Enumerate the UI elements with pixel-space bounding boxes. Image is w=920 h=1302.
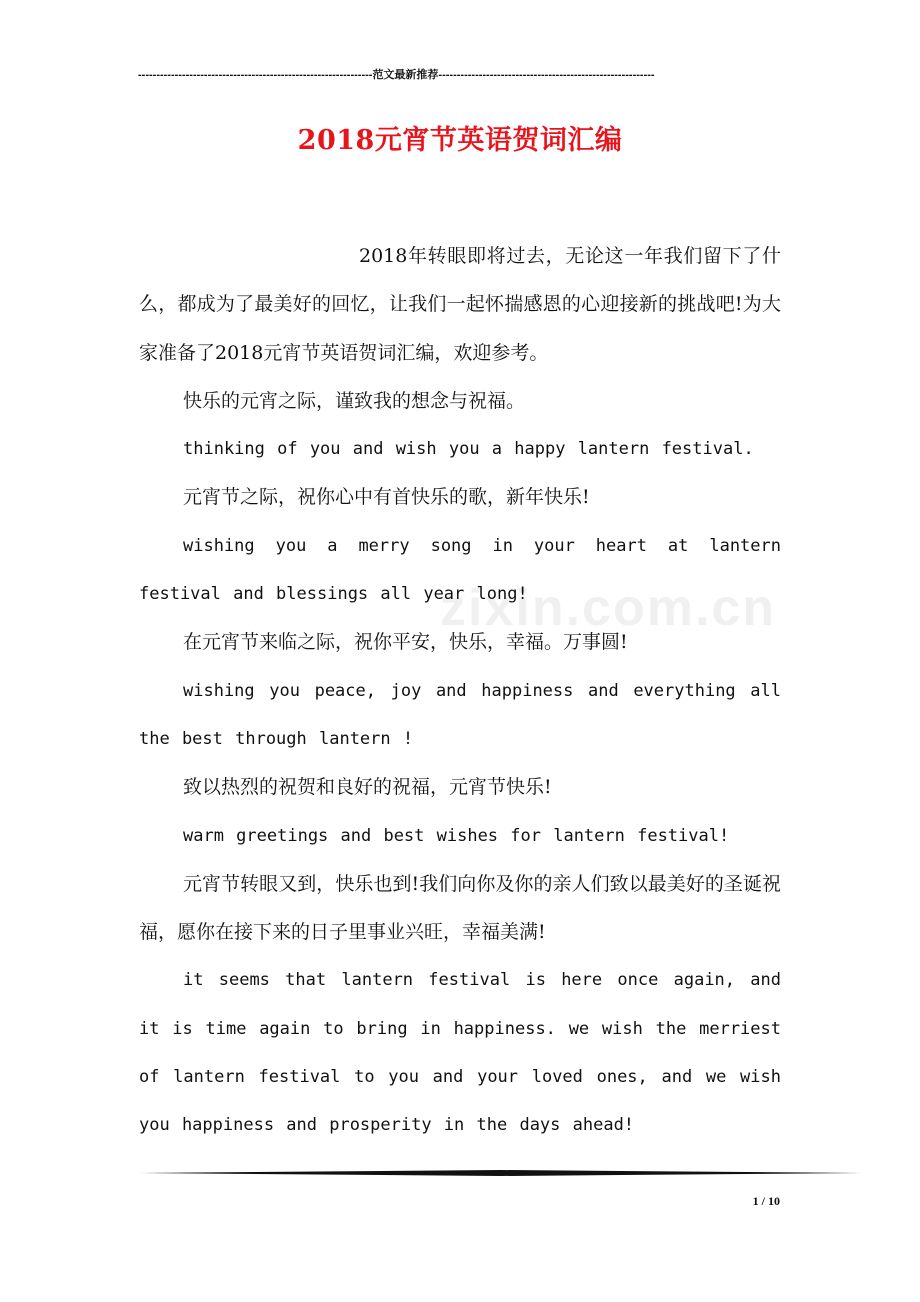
paragraph-en: wishing you a merry song in your heart at lantern festival and blessings all year long!	[139, 535, 781, 605]
paragraph-intro: 2018年转眼即将过去，无论这一年我们留下了什么，都成为了最美好的回忆，让我们一起怀揣感恩的心迎接新的挑战吧!为大家准备了2018元宵节英语贺词汇编，欢迎参考。	[139, 245, 781, 364]
paragraph-en: it seems that lantern festival is here once again, and it is time again to bring in happiness. we wish the merriest of lantern festival to you and your loved ones, and we wish you happiness and prosperity in the days ahead!	[139, 970, 781, 1136]
document-body	[139, 232, 781, 1150]
paragraph-en: wishing you peace, joy and happiness and everything all the best through lantern !	[139, 680, 781, 749]
footer-rule	[140, 1168, 862, 1178]
paragraph-zh: 快乐的元宵之际，谨致我的想念与祝福。	[183, 389, 526, 412]
paragraph-en: warm greetings and best wishes for lantern festival!	[183, 825, 730, 846]
paragraph-en: thinking of you and wish you a happy lantern festival.	[183, 439, 754, 460]
paragraph-zh: 在元宵节来临之际，祝你平安，快乐，幸福。万事圆!	[183, 631, 628, 654]
page-number: 1 / 10	[752, 1194, 780, 1208]
paragraph-zh: 元宵节之际，祝你心中有首快乐的歌，新年快乐!	[183, 486, 590, 509]
header-banner: ----------------------------------------------------------------范文最新推荐-----------------------------------------------------------	[138, 69, 655, 81]
watermark: zixin.com.cn	[440, 579, 777, 637]
paragraph-zh: 元宵节转眼又到，快乐也到!我们向你及你的亲人们致以最美好的圣诞祝福，愿你在接下来的日子里事业兴旺，幸福美满!	[139, 872, 781, 944]
paragraph-zh: 致以热烈的祝贺和良好的祝福，元宵节快乐!	[183, 776, 552, 799]
document-title: 2018元宵节英语贺词汇编	[297, 125, 623, 156]
